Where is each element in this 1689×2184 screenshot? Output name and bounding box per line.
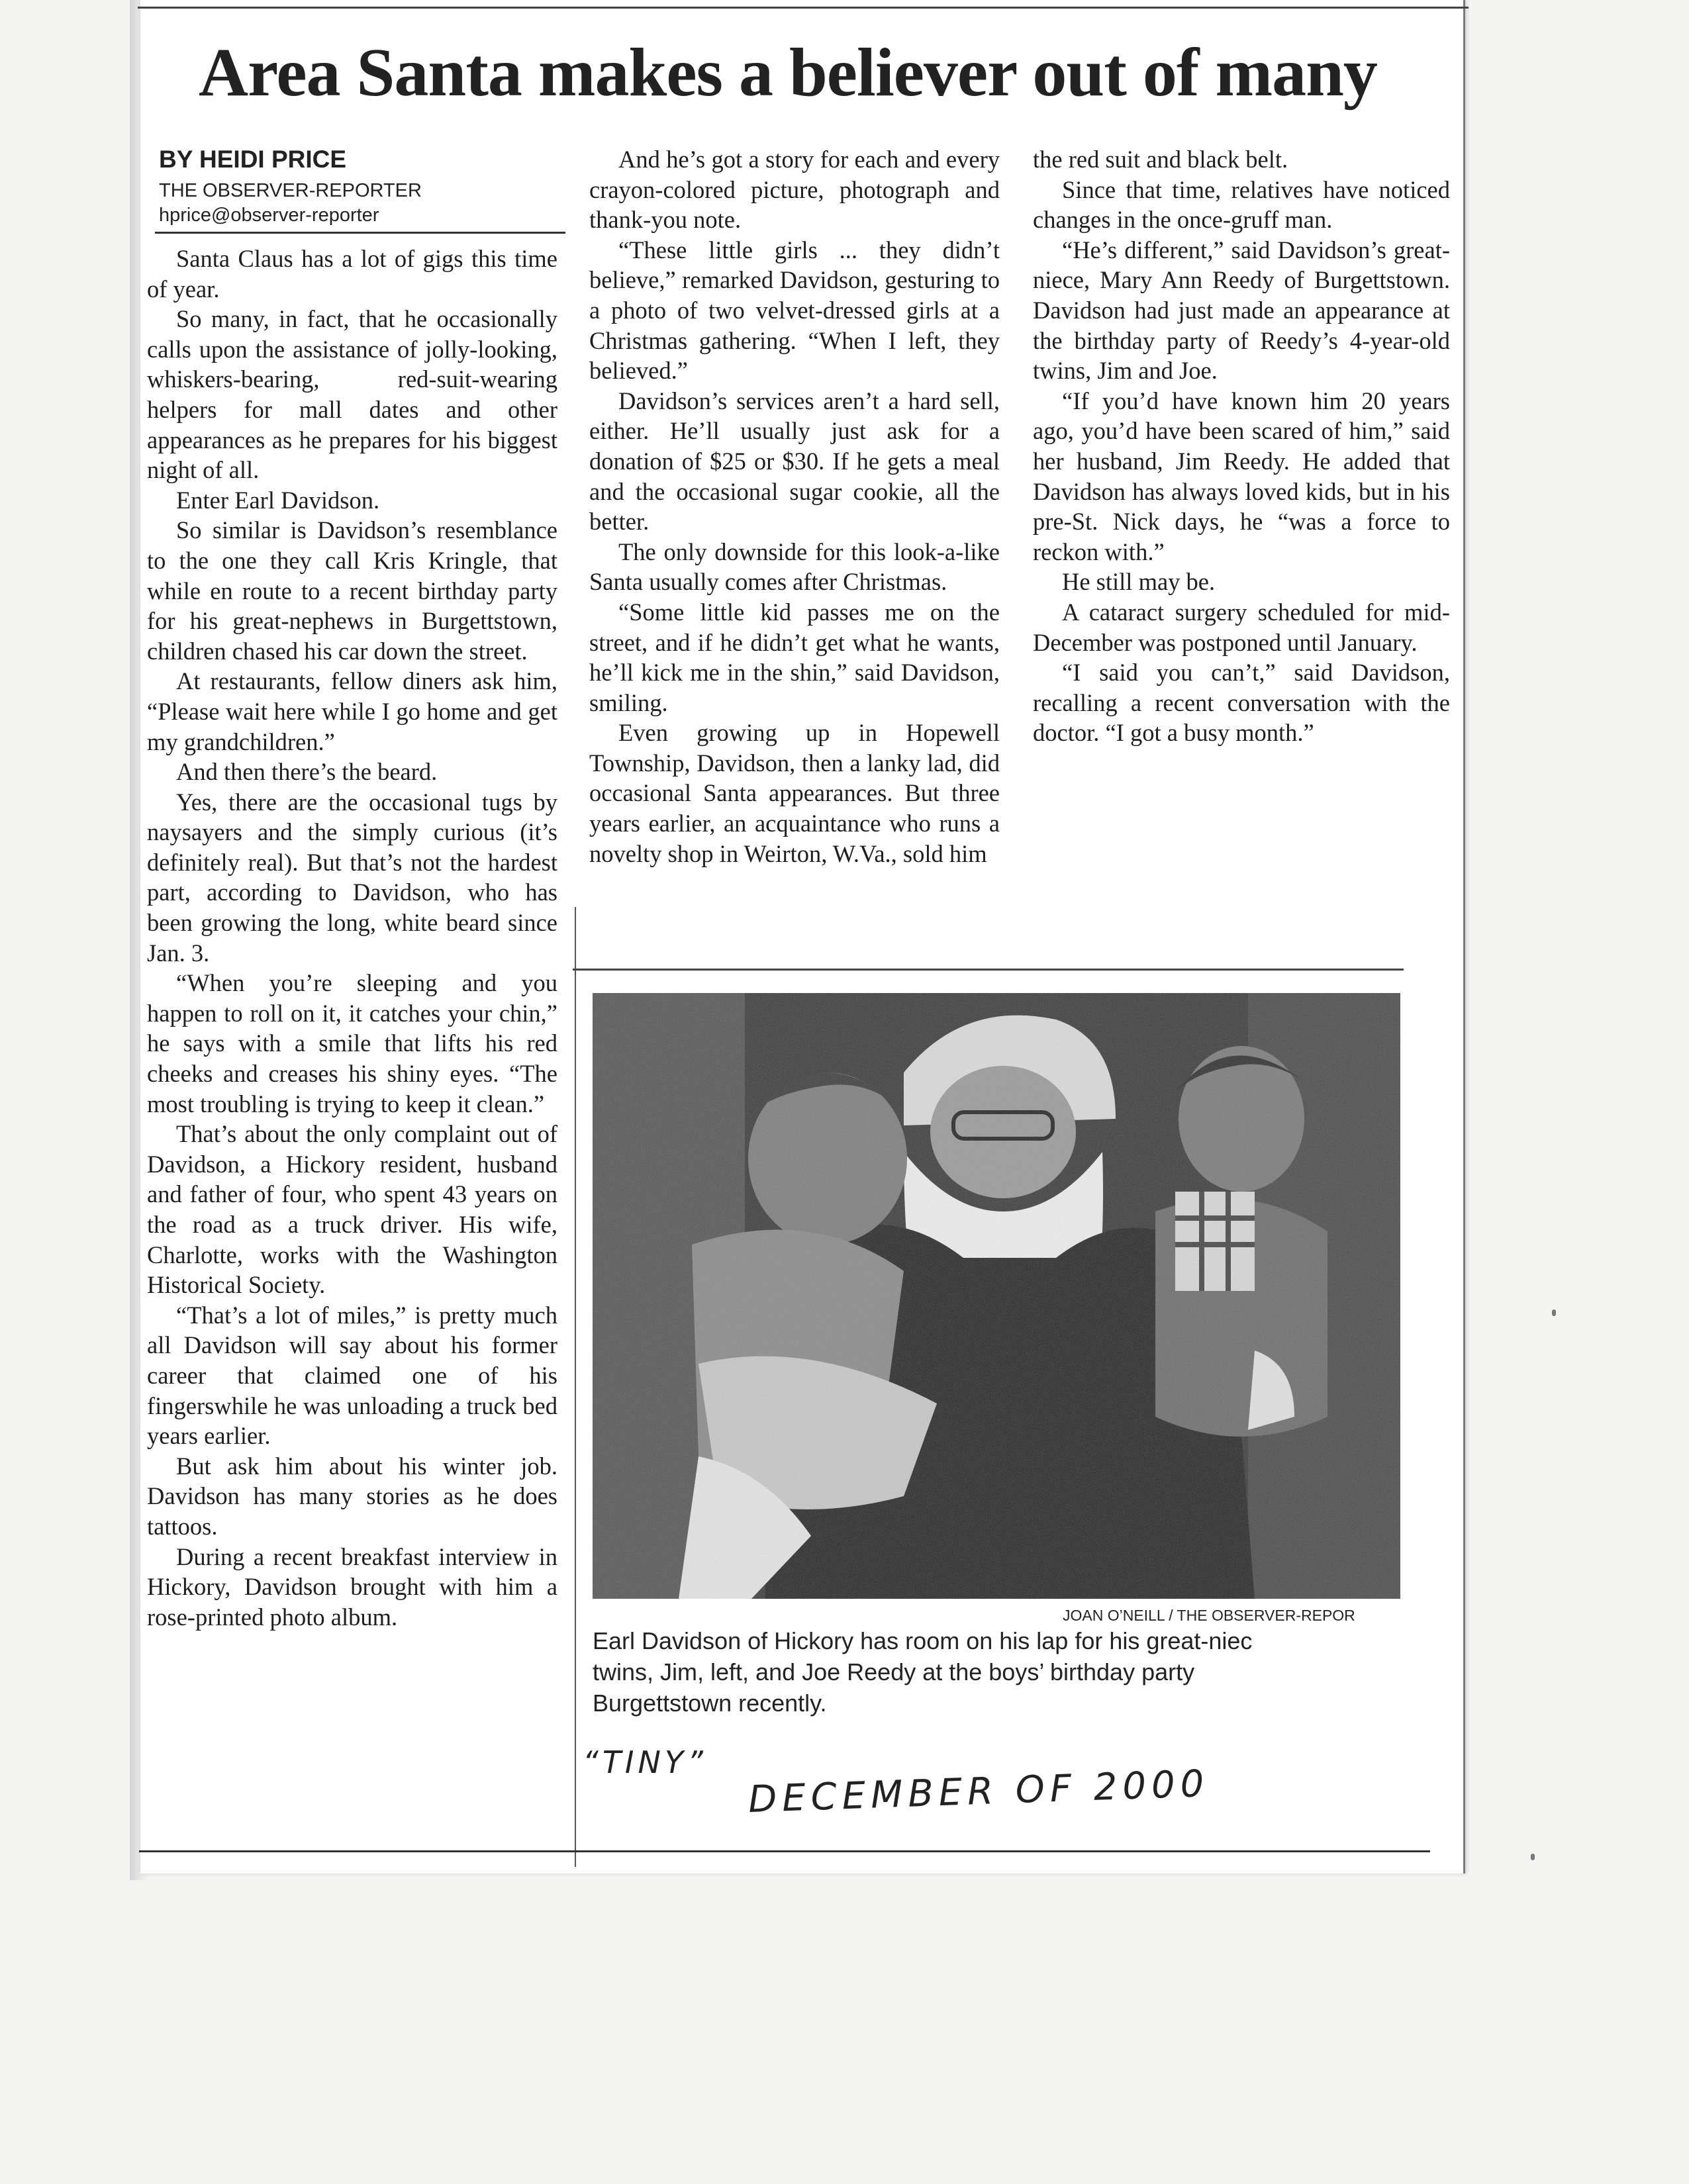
byline-rule [155,232,565,234]
article-paragraph: He still may be. [1062,568,1216,596]
article-paragraph: So many, in fact, that he occasionally calls upon the assistance of jolly-looking, whiskers-bearing, red-suit-wearing helpers for mall dates and other appearances as he prepares for his biggest night of all. [147,305,557,484]
article-paragraph: So similar is Davidson’s resemblance to the one they call Kris Kringle, that while en route to a recent birthday party for his great-nephews in Burgettstown, children chased his car down the street. [147,516,557,665]
article-paragraph: And then there’s the beard. [176,758,438,786]
bottom-rule [139,1850,1430,1852]
article-paragraph: During a recent breakfast interview in Hickory, Davidson brought with him a rose-printed photo album. [147,1543,557,1631]
top-rule [138,7,1469,9]
article-paragraph: “If you’d have known him 20 years ago, you’d have been scared of him,” said her husband, Jim Reedy. He added that Davidson has always loved kids, but in his pre-St. Nick days, he “was a force to reckon with.” [1033,387,1450,565]
article-paragraph: Davidson’s services aren’t a hard sell, either. He’ll usually just ask for a donation of $25 or $30. If he gets a meal and the occasional sugar cookie, all the better. [589,387,1000,536]
byline [159,144,569,228]
photo-top-rule [573,969,1404,971]
scan-speck [1552,1309,1556,1316]
article-paragraph: Santa Claus has a lot of gigs this time of year. [147,245,557,303]
article-paragraph: “When you’re sleeping and you happen to roll on it, it catches your chin,” he says with a smile that lifts his red cheeks and creases his shiny eyes. “The most troubling is trying to keep it clean.” [147,969,557,1117]
article-paragraph: Enter Earl Davidson. [176,486,380,514]
article-column-2 [589,144,1000,869]
scan-speck [1531,1854,1535,1860]
byline-paper: THE OBSERVER-REPORTER [159,180,422,201]
article-paragraph: Since that time, relatives have noticed changes in the once-gruff man. [1033,175,1450,234]
article-paragraph: The only downside for this look-a-like Santa usually comes after Christmas. [589,538,1000,596]
article-column-1 [147,244,557,1632]
article-paragraph: Even growing up in Hopewell Township, Davidson, then a lanky lad, did occasional Santa appearances. But three years earlier, an acquaintance who runs a novelty shop in Weirton, W.Va., sold him [589,719,1000,867]
handwritten-date: DECEMBER OF 2000 [748,1762,1210,1822]
article-paragraph: And he’s got a story for each and every crayon-colored picture, photograph and thank-you note. [589,146,1000,234]
article-column-3 [1033,144,1450,748]
caption-line: Earl Davidson of Hickory has room on his lap for his great-niec [593,1627,1253,1654]
article-paragraph: “Some little kid passes me on the street, and if he didn’t get what he wants, he’ll kick me in the shin,” said Davidson, smiling. [589,598,1000,716]
article-paragraph: “I said you can’t,” said Davidson, recalling a recent conversation with the doctor. “I got a busy month.” [1033,659,1450,747]
photo-credit: JOAN O’NEILL / THE OBSERVER-REPOR [1063,1607,1355,1624]
caption-line: Burgettstown recently. [593,1689,827,1717]
article-paragraph: That’s about the only complaint out of Davidson, a Hickory resident, husband and father of four, who spent 43 years on the road as a truck driver. His wife, Charlotte, works with the Washington Historical Society. [147,1120,557,1299]
article-paragraph: “That’s a lot of miles,” is pretty much all Davidson will say about his former career that claimed one of his fingerswhile he was unloading a truck bed years earlier. [147,1301,557,1450]
article-paragraph: “He’s different,” said Davidson’s great-niece, Mary Ann Reedy of Burgettstown. Davidson had just made an appearance at the birthday party of Reedy’s 4-year-old twins, Jim and Joe. [1033,236,1450,385]
headline: Area Santa makes a believer out of many [199,34,1377,111]
byline-email: hprice@observer-reporter [159,205,379,226]
handwritten-nickname: “TINY” [583,1744,707,1780]
byline-author: BY HEIDI PRICE [159,146,347,173]
article-paragraph: A cataract surgery scheduled for mid-December was postponed until January. [1033,598,1450,656]
photo-caption [593,1625,1404,1719]
santa-photo [593,993,1400,1599]
article-paragraph: “These little girls ... they didn’t believe,” remarked Davidson, gesturing to a photo of two velvet-dressed girls at a Christmas gathering. “When I left, they believed.” [589,236,1000,385]
column-separator [575,907,576,1867]
article-paragraph: At restaurants, fellow diners ask him, “Please wait here while I go home and get my grandchildren.” [147,667,557,755]
article-paragraph: the red suit and black belt. [1033,146,1288,173]
article-paragraph: But ask him about his winter job. Davidson has many stories as he does tattoos. [147,1452,557,1540]
caption-line: twins, Jim, left, and Joe Reedy at the boys’ birthday party [593,1658,1195,1685]
article-paragraph: Yes, there are the occasional tugs by naysayers and the simply curious (it’s definitely real). But that’s not the hardest part, according to Davidson, who has been growing the long, white beard since Jan. 3. [147,788,557,967]
